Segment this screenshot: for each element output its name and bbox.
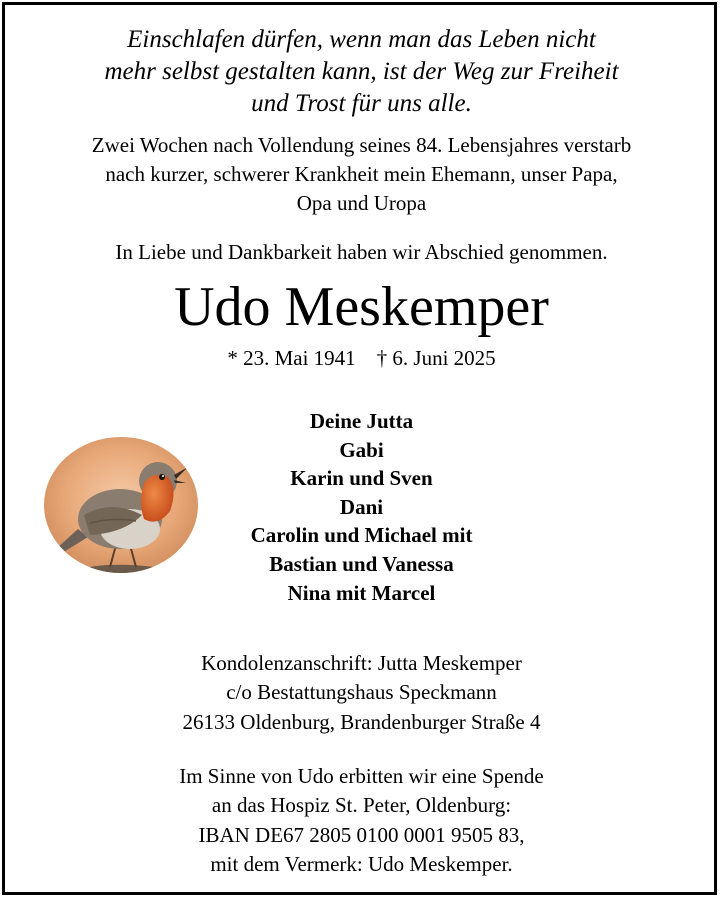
motto-line-2: mehr selbst gestalten kann, ist der Weg zur Freiheit	[104, 58, 619, 85]
donation-line-2: an das Hospiz St. Peter, Oldenburg:	[211, 793, 512, 817]
intro-line-1: Zwei Wochen nach Vollendung seines 84. Lebensjahres verstarb	[91, 133, 632, 157]
deceased-name: Udo Meskemper	[174, 276, 549, 338]
donation-line-1: Im Sinne von Udo erbitten wir eine Spende	[179, 764, 544, 788]
farewell-text: In Liebe und Dankbarkeit haben wir Abschied genommen.	[115, 240, 608, 264]
family-member: Nina mit Marcel	[287, 581, 436, 605]
family-member: Karin und Sven	[290, 466, 433, 490]
family-member: Dani	[339, 495, 384, 519]
robin-bird-icon	[44, 437, 198, 573]
donation-line-4: mit dem Vermerk: Udo Meskemper.	[210, 852, 513, 876]
motto-line-1: Einschlafen dürfen, wenn man das Leben nicht	[127, 26, 596, 53]
condolence-line-1: Kondolenzanschrift: Jutta Meskemper	[201, 651, 522, 675]
donation-iban: IBAN DE67 2805 0100 0001 9505 83,	[198, 823, 525, 847]
condolence-line-3: 26133 Oldenburg, Brandenburger Straße 4	[182, 710, 541, 734]
condolence-line-2: c/o Bestattungshaus Speckmann	[226, 680, 497, 704]
family-member: Bastian und Vanessa	[269, 552, 454, 576]
family-member: Deine Jutta	[309, 409, 414, 433]
motto-line-3: und Trost für uns alle.	[251, 90, 472, 117]
robin-photo	[44, 437, 198, 573]
intro-line-2: nach kurzer, schwerer Krankheit mein Ehemann, unser Papa,	[105, 162, 618, 186]
family-member: Gabi	[339, 438, 384, 462]
family-member: Carolin und Michael mit	[250, 523, 473, 547]
intro-line-3: Opa und Uropa	[296, 191, 427, 215]
life-dates: * 23. Mai 1941 † 6. Juni 2025	[227, 346, 496, 370]
